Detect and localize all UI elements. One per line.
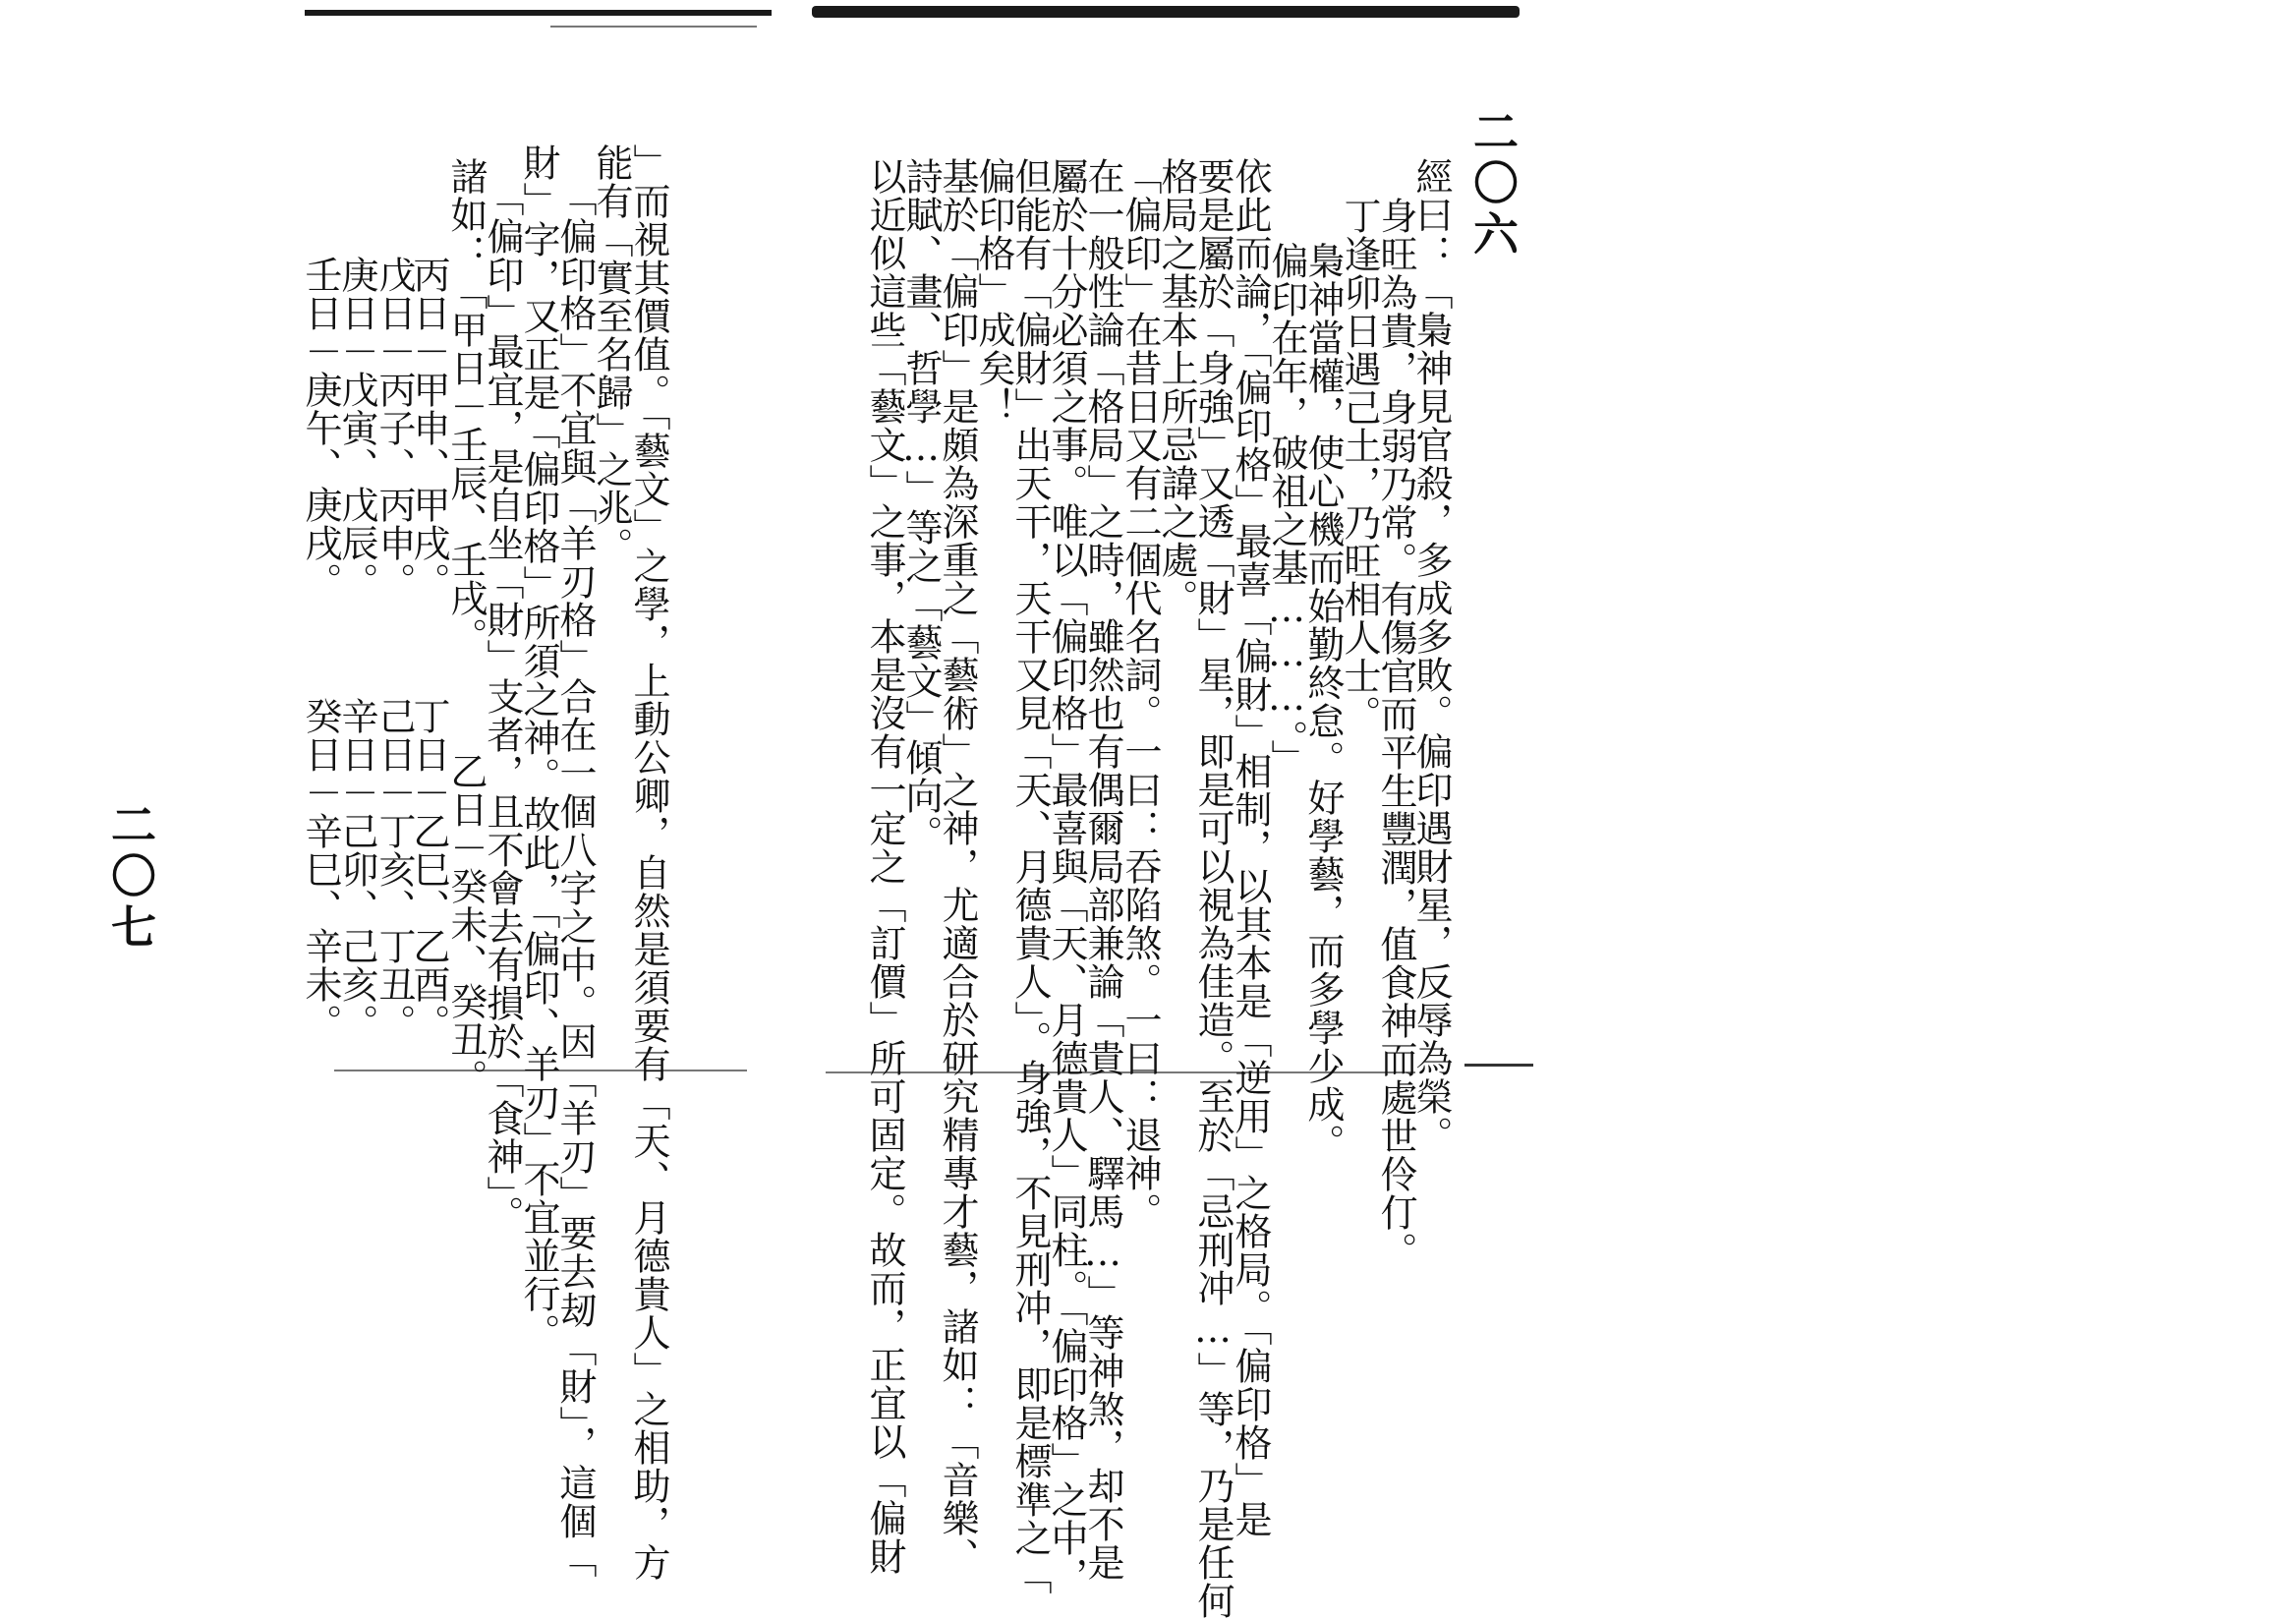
page-number: 二〇七 bbox=[104, 801, 157, 955]
text-column: 丁逢卯日遇己土，乃旺相人士。 bbox=[1338, 197, 1381, 733]
text-column: 丙日－甲申、甲戌。 丁日－乙巳、乙酉。 bbox=[407, 256, 450, 1042]
text-column: 梟神當權，使心機而始勤終怠。好學藝，而多學少成。 bbox=[1301, 242, 1345, 1162]
text-column: 屬於十分必須之事。唯以「偏印格」最喜與「天、月德貴人」同柱。「偏印格」之中， bbox=[1045, 157, 1088, 1595]
text-column: 但能有「偏財」出天干，天干又見「天、月德貴人」。身強，不見刑冲，即是標準之「 bbox=[1008, 157, 1052, 1595]
text-column: 「偏印」最宜，是自坐「財」支者，且不會去有損於「食神」。 bbox=[481, 179, 524, 1234]
text-column: 依此而論，「偏印格」最喜「偏財」相制，以其本是「逆用」之格局。「偏印格」是 bbox=[1229, 157, 1272, 1538]
text-column: 身旺為貴，身弱乃常。有傷官而平生豐潤，值食神而處世伶仃。 bbox=[1374, 197, 1417, 1270]
page-number: 二〇六 bbox=[1466, 108, 1520, 261]
text-column: 」而視其價值。「藝文」之學，上動公卿，自然是須要有「天、月德貴人」之相助，方 bbox=[627, 144, 670, 1582]
text-column: 戊日－丙子、丙申。 己日－丁亥、丁丑。 bbox=[373, 256, 416, 1042]
text-column: 壬日－庚午、庚戌。 癸日－辛巳、辛未。 bbox=[299, 256, 342, 1042]
text-column: 庚日－戊寅、戊辰。 辛日－己卯、己亥。 bbox=[335, 256, 378, 1042]
text-column: 財」字，又正是「偏印格」所須之神。故此，「偏印、羊刃」不宜並行。 bbox=[517, 144, 560, 1352]
text-column: 詩賦、畫、哲學…」等之「藝文」傾向。 bbox=[899, 157, 943, 853]
text-column: 能有「實至名歸」之兆。 bbox=[590, 144, 633, 565]
text-column: 基於「偏印」是頗為深重之「藝術」之神，尤適合於研究精專才藝，諸如：「音樂、 bbox=[936, 157, 979, 1576]
text-column: 經曰：「梟神見官殺，多成多敗。偏印遇財星，反辱為榮。 bbox=[1409, 157, 1453, 1154]
text-column: 偏印格」成矣！ bbox=[972, 157, 1015, 426]
text-column: 在一般性論「格局」之時，雖然也有偶爾局部兼論「貴人、驛馬…」等神煞，却不是 bbox=[1081, 157, 1124, 1582]
text-column: 「偏印」在昔日又有二個代名詞。一曰：吞陷煞。一曰：退神。 bbox=[1119, 157, 1162, 1231]
text-column: 偏印在年，破祖之基………。」 bbox=[1265, 242, 1308, 778]
text-column: 諸如：「甲日－壬辰、壬戌。 乙日－癸未、癸丑。 bbox=[444, 157, 488, 1097]
text-column: 格局之基本上所忌諱之處。 bbox=[1155, 157, 1198, 617]
text-column: 以近似這些「藝文」之事，本是沒有一定之「訂價」所可固定。故而，正宜以「偏財 bbox=[863, 157, 906, 1576]
right-page bbox=[1148, 0, 2296, 1620]
text-column: 要是屬於「身強」又透「財」星，即是可以視為佳造。至於「忌刑冲…」等，乃是任何 bbox=[1191, 157, 1234, 1620]
text-column: 「偏印格」不宜與「羊刃格」合在一個八字之中。因「羊刃」要去刼「財」，這個「 bbox=[553, 179, 597, 1579]
